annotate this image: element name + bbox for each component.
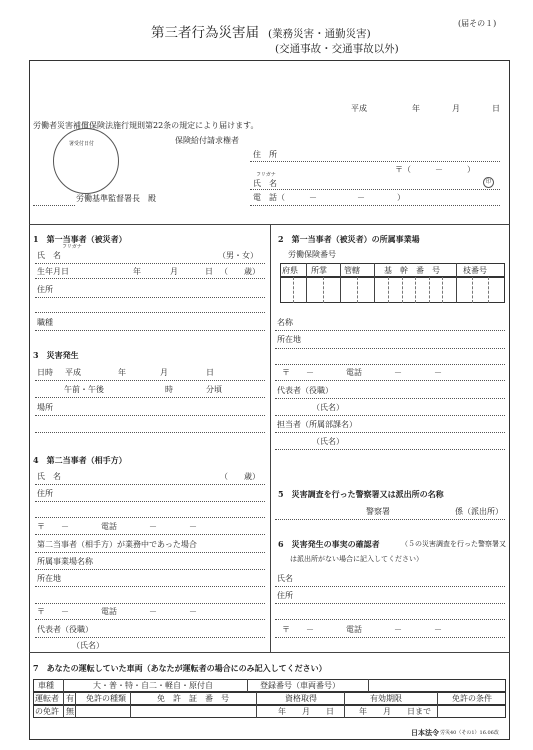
s2-zip-phone: 〒 － 電話 － － bbox=[282, 368, 442, 377]
s2-person-name: （氏名） bbox=[312, 437, 344, 446]
s1-dob-month: 月 bbox=[170, 267, 178, 276]
date-year: 年 bbox=[412, 104, 420, 113]
ins-col-prefecture: 府県 bbox=[282, 266, 298, 275]
s3-ampm: 午前・午後 bbox=[64, 385, 104, 394]
s4-company-label: 所属事業場名称 bbox=[37, 557, 93, 566]
form-subtitle-1: (業務災害・通勤災害) bbox=[268, 28, 371, 40]
s4-zip-phone: 〒 － 電話 － － bbox=[37, 522, 197, 531]
s6-name-label: 氏名 bbox=[277, 574, 293, 583]
section-4-heading: 4 第二当事者（相手方） bbox=[33, 455, 127, 465]
s1-furigana: フリガナ bbox=[62, 244, 82, 250]
s1-dob-label: 生年月日 bbox=[37, 267, 69, 276]
s1-gender: （男・女） bbox=[218, 251, 258, 260]
license-conditions-label: 免許の条件 bbox=[452, 694, 492, 703]
s2-person-label: 担当者（所属部課名） bbox=[277, 420, 357, 429]
s4-rep-name: （氏名） bbox=[72, 641, 104, 650]
reception-stamp-label: 署受付日付 bbox=[69, 141, 95, 147]
applicant-furigana: フリガナ bbox=[256, 172, 276, 178]
form-title: 第三者行為災害届 bbox=[151, 25, 259, 41]
s4-age: （ 歳） bbox=[220, 472, 260, 481]
s4-name-label: 氏 名 bbox=[37, 472, 61, 481]
ins-col-district: 管轄 bbox=[344, 266, 360, 275]
s4-zip-phone-2: 〒 － 電話 － － bbox=[37, 607, 197, 616]
s6-note-2: は派出所がない場合に記入してください） bbox=[290, 555, 423, 563]
license-has: 有 bbox=[66, 694, 74, 703]
registration-number-label: 登録番号（車両番号） bbox=[260, 681, 340, 690]
applicant-address-label: 住 所 bbox=[253, 150, 277, 159]
s6-note-1: （５の災害調査を行った警察署又 bbox=[401, 540, 506, 548]
s1-dob-year: 年 bbox=[133, 267, 141, 276]
s3-month: 月 bbox=[160, 368, 168, 377]
form-code: 労災40（その1）16.06改 bbox=[440, 730, 499, 736]
s3-era: 平成 bbox=[65, 368, 81, 377]
vehicle-types: 大・普・特・自二・軽自・原付自 bbox=[93, 681, 213, 690]
s4-note: 第二当事者（相手方）が業務中であった場合 bbox=[37, 540, 197, 549]
license-acquired-date: 年 月 日 bbox=[278, 707, 334, 716]
section-3-heading: 3 災害発生 bbox=[33, 350, 79, 360]
section-7-heading: 7 あなたの運転していた車両（あなたが運転者の場合にのみ記入してください） bbox=[33, 663, 327, 673]
applicant-phone: 電 話（ － － ） bbox=[253, 193, 405, 202]
ins-col-base-number: 基 幹 番 号 bbox=[384, 266, 440, 275]
reception-stamp-circle bbox=[53, 128, 119, 194]
license-type-label: 免許の種類 bbox=[86, 694, 126, 703]
applicant-name-label: 氏 名 bbox=[253, 179, 277, 188]
s4-rep-label: 代表者（役職） bbox=[37, 625, 93, 634]
s4-location-label: 所在地 bbox=[37, 574, 61, 583]
intro-text: 労働者災害補償保険法施行規則第22条の規定により届けます。 bbox=[33, 121, 259, 130]
s3-hour: 時 bbox=[165, 385, 173, 394]
license-label-1: 運転者 bbox=[35, 694, 59, 703]
s1-address-label: 住所 bbox=[37, 285, 53, 294]
s4-address-label: 住所 bbox=[37, 489, 53, 498]
s5-branch: 係（派出所） bbox=[455, 507, 503, 516]
s2-rep-name: （氏名） bbox=[312, 403, 344, 412]
applicant-heading: 保険給付請求権者 bbox=[175, 136, 239, 145]
date-era: 平成 bbox=[351, 104, 367, 113]
seal-mark: 印 bbox=[483, 177, 494, 188]
s3-datetime-label: 日時 bbox=[37, 368, 53, 377]
s2-location-label: 所在地 bbox=[277, 335, 301, 344]
ins-col-branch-number: 枝番号 bbox=[463, 266, 487, 275]
date-day: 日 bbox=[492, 104, 500, 113]
ins-col-jurisdiction: 所掌 bbox=[311, 266, 327, 275]
s3-year: 年 bbox=[118, 368, 126, 377]
license-valid-date: 年 月 日まで bbox=[359, 707, 431, 716]
section-6-heading: 6 災害発生の事実の確認者 bbox=[278, 539, 380, 549]
section-2-heading: 2 第一当事者（被災者）の所属事業場 bbox=[278, 234, 420, 244]
license-number-label: 免 許 証 番 号 bbox=[157, 694, 229, 703]
form-subtitle-2: (交通事故・交通事故以外) bbox=[275, 43, 399, 55]
s3-day: 日 bbox=[206, 368, 214, 377]
vehicle-label: 車種 bbox=[38, 681, 54, 690]
s1-dob-day: 日 bbox=[205, 267, 213, 276]
s2-name-label: 名称 bbox=[277, 318, 293, 327]
s2-rep-label: 代表者（役職） bbox=[277, 386, 333, 395]
s3-minute: 分頃 bbox=[206, 385, 222, 394]
s3-place-label: 場所 bbox=[37, 403, 53, 412]
s1-age: （ 歳） bbox=[220, 267, 260, 276]
s6-zip-phone: 〒 － 電話 － － bbox=[282, 625, 442, 634]
license-acquired-label: 資格取得 bbox=[285, 694, 317, 703]
labor-office-addressee: 労働基準監督署長 殿 bbox=[76, 194, 156, 203]
license-none: 無 bbox=[66, 707, 74, 716]
s6-address-label: 住所 bbox=[277, 591, 293, 600]
s1-job-label: 職種 bbox=[37, 318, 53, 327]
license-valid-label: 有効期限 bbox=[370, 694, 402, 703]
form-number: (届その１) bbox=[458, 19, 497, 28]
s2-insurance-label: 労働保険番号 bbox=[288, 250, 336, 259]
s5-police: 警察署 bbox=[366, 507, 390, 516]
vehicle-table-row-3 bbox=[33, 705, 506, 718]
publisher-brand: 日本法令 bbox=[411, 728, 439, 737]
section-1-heading: 1 第一当事者（被災者） bbox=[33, 234, 127, 244]
license-label-2: の免許 bbox=[35, 707, 59, 716]
date-month: 月 bbox=[452, 104, 460, 113]
applicant-zip: 〒（ － ） bbox=[395, 165, 475, 174]
s1-name-label: 氏 名 bbox=[37, 251, 61, 260]
section-5-heading: 5 災害調査を行った警察署又は派出所の名称 bbox=[278, 489, 444, 499]
